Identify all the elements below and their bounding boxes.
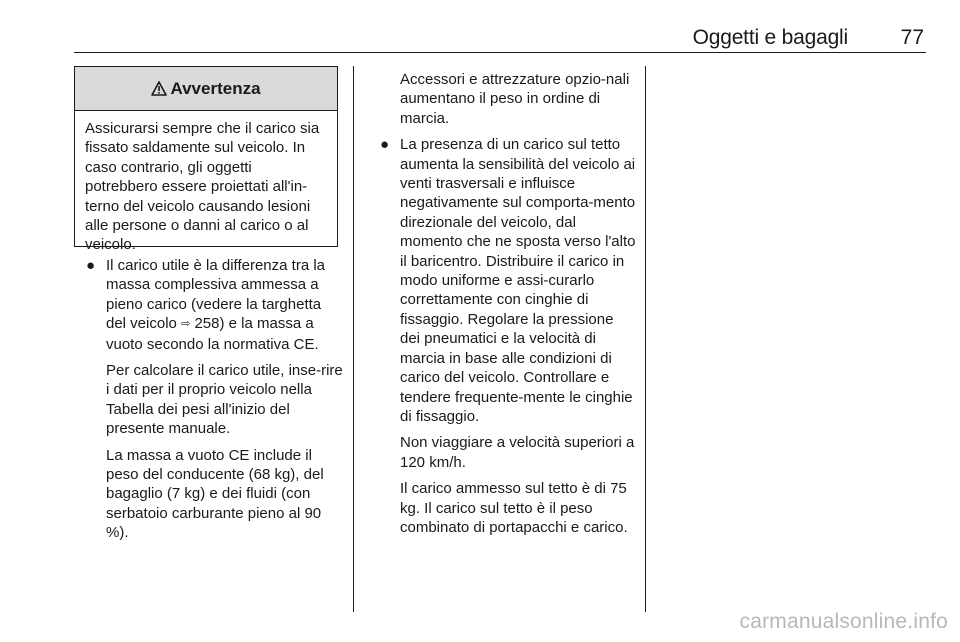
warning-title: Avvertenza [170, 78, 261, 98]
list-item [380, 135, 636, 537]
warning-header [75, 67, 337, 111]
right-column [380, 70, 636, 544]
watermark: carmanualsonline.info [739, 610, 948, 633]
bullet-icon: ● [380, 136, 390, 154]
warning-box [74, 66, 338, 254]
page-reference: 258 [194, 315, 220, 333]
paragraph: Il carico ammesso sul tetto è di 75 kg. Il carico sul tetto è il peso combinato di portapacchi e carico. [400, 480, 628, 536]
bullet-icon: ● [86, 257, 96, 274]
text-run: ) e la massa a vuoto secondo la normativa CE. [106, 315, 319, 353]
paragraph: Non viaggiare a velocità superiori a 120 km/h. [400, 434, 635, 471]
text-run: Il carico utile è la differenza tra la massa complessiva ammessa a pieno carico (vedere la targhetta del veicolo [106, 257, 326, 333]
warning-text: Assicurarsi sempre che il carico sia fissato saldamente sul veicolo. In caso contrario, gli oggetti potrebbero essere proiettati all'in-terno del veicolo causando lesioni alle persone o danni al carico o al veicolo. [85, 120, 320, 254]
paragraph: Accessori e attrezzature opzio-nali aumentano il peso in ordine di marcia. [400, 71, 630, 127]
header-divider [74, 52, 926, 53]
paragraph: Per calcolare il carico utile, inse-rire i dati per il proprio veicolo nella Tabella dei pesi all'inizio del presente manuale. [106, 362, 343, 438]
list-item-continued [380, 70, 636, 128]
paragraph [106, 256, 344, 354]
page-reference-arrow-icon: ⇨ [181, 318, 191, 331]
warning-triangle-icon [151, 81, 167, 96]
page-header-title: Oggetti e bagagli [692, 26, 848, 49]
list-item [86, 256, 344, 543]
paragraph: La presenza di un carico sul tetto aumenta la sensibilità del veicolo ai venti trasversali e influisce negativamente sul comporta-mento direzionale del veicolo, dal momento che ne sposta verso l'alto il baricentro. Distribuire il carico in modo uniforme e assi-curarlo correttamente con cinghie di fissaggio. Regolare la pressione dei pneumatici e la velocità di marcia in base alle condizioni di carico del veicolo. Controllare e tendere frequente-mente le cinghie di fissaggio. [400, 136, 636, 425]
column-divider-left [353, 66, 354, 612]
column-divider-right [645, 66, 646, 612]
paragraph: La massa a vuoto CE include il peso del conducente (68 kg), del bagaglio (7 kg) e dei fluidi (con serbatoio carburante pieno al 90 %). [106, 446, 324, 542]
page-number: 77 [900, 26, 924, 49]
left-column [86, 256, 344, 550]
